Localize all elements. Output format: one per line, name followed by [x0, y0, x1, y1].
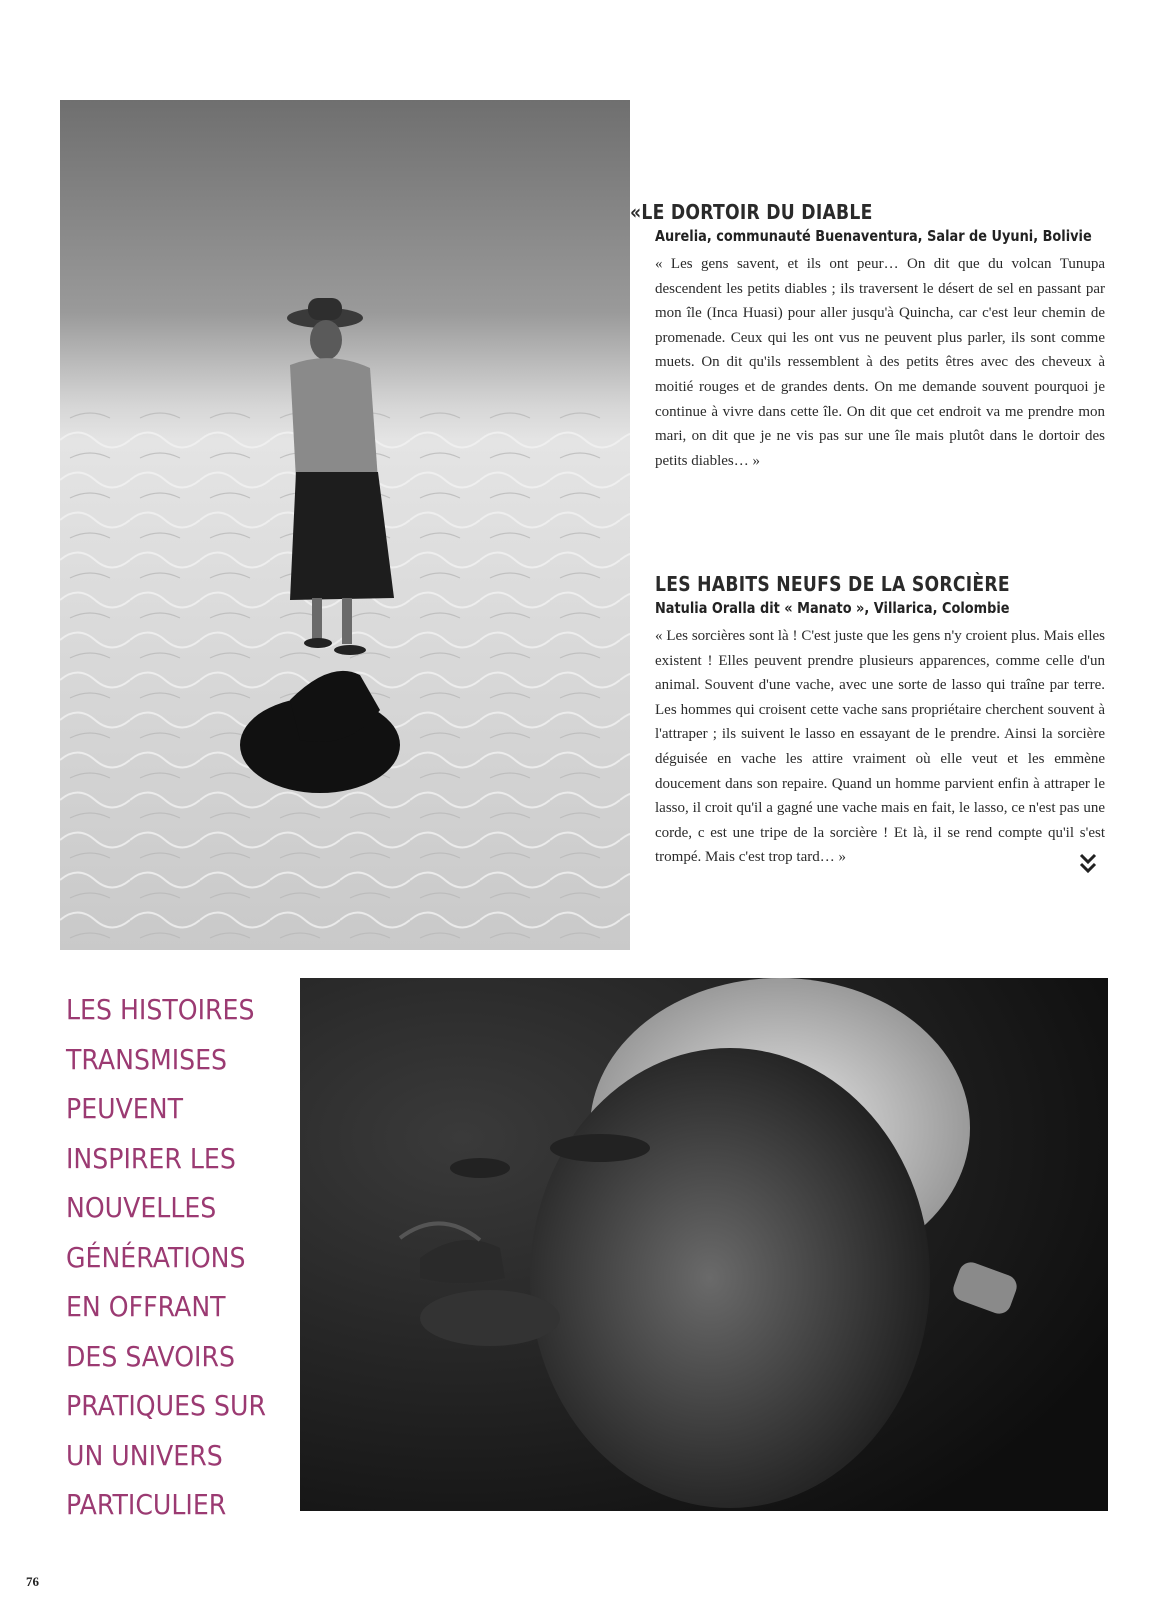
- quote-mark: «: [630, 200, 642, 224]
- story-title: [630, 200, 1039, 224]
- story-title-text: LE DORTOIR DU DIABLE: [641, 200, 873, 224]
- story-body: « Les gens savent, et ils ont peur… On dit que du volcan Tunupa descendent les petits diables ; ils traversent le désert de sel en passant par mon île (Inca Huasi) pour aller jusqu'à Quincha, car c'est leur chemin de promenade. Ceux qui les ont vus ne peuvent plus parler, ils sont comme muets. On dit qu'ils ressemblent à des petits êtres avec des cheveux à moitié rouges et de grandes dents. On me demande souvent pourquoi je continue à vivre dans cette île. On dit que cet endroit va me prendre mon mari, on dit que je ne vis pas sur une île mais plutôt dans le dortoir des petits diables… »: [655, 256, 1105, 469]
- story-dortoir-du-diable: [630, 200, 1105, 473]
- story-subtitle: Natulia Oralla dit « Manato », Villarica, Colombie: [655, 599, 1010, 617]
- photo-elderly-woman-portrait: [300, 978, 1108, 1511]
- pull-quote: LES HISTOIRES TRANSMISES PEUVENT INSPIRER LES NOUVELLES GÉNÉRATIONS EN OFFRANT DES SAVOIRS PRATIQUES SUR UN UNIVERS PARTICULIER: [66, 993, 266, 1521]
- story-habits-neufs-sorciere: [655, 572, 1105, 870]
- page-number: 76: [26, 1574, 39, 1589]
- story-body: « Les sorcières sont là ! C'est juste que les gens n'y croient plus. Mais elles existent ! Elles peuvent prendre plusieurs apparences, comme celle d'un animal. Souvent d'une vache, avec une sorte de lasso qui traîne par terre. Les hommes qui croisent cette vache sans propriétaire cherchent souvent à l'attraper ; ils suivent le lasso en essayant de le prendre. Ainsi la sorcière déguisée en vache les attire vraiment où elle veut et les emmène doucement dans son repaire. Quand un homme parvient enfin à attraper le lasso, il croit qu'il a gagné une vache mais en fait, le lasso, ce n'est pas une corde, c est une tripe de la sorcière ! Et là, il se rend compte qu'il s'est trompé. Mais c'est trop tard… »: [655, 628, 1105, 866]
- story-title: LES HABITS NEUFS DE LA SORCIÈRE: [655, 572, 1010, 596]
- photo-woman-salt-flat: [60, 100, 630, 950]
- double-chevron-down-icon: [1079, 852, 1097, 876]
- story-subtitle: Aurelia, communauté Buenaventura, Salar de Uyuni, Bolivie: [655, 227, 1092, 245]
